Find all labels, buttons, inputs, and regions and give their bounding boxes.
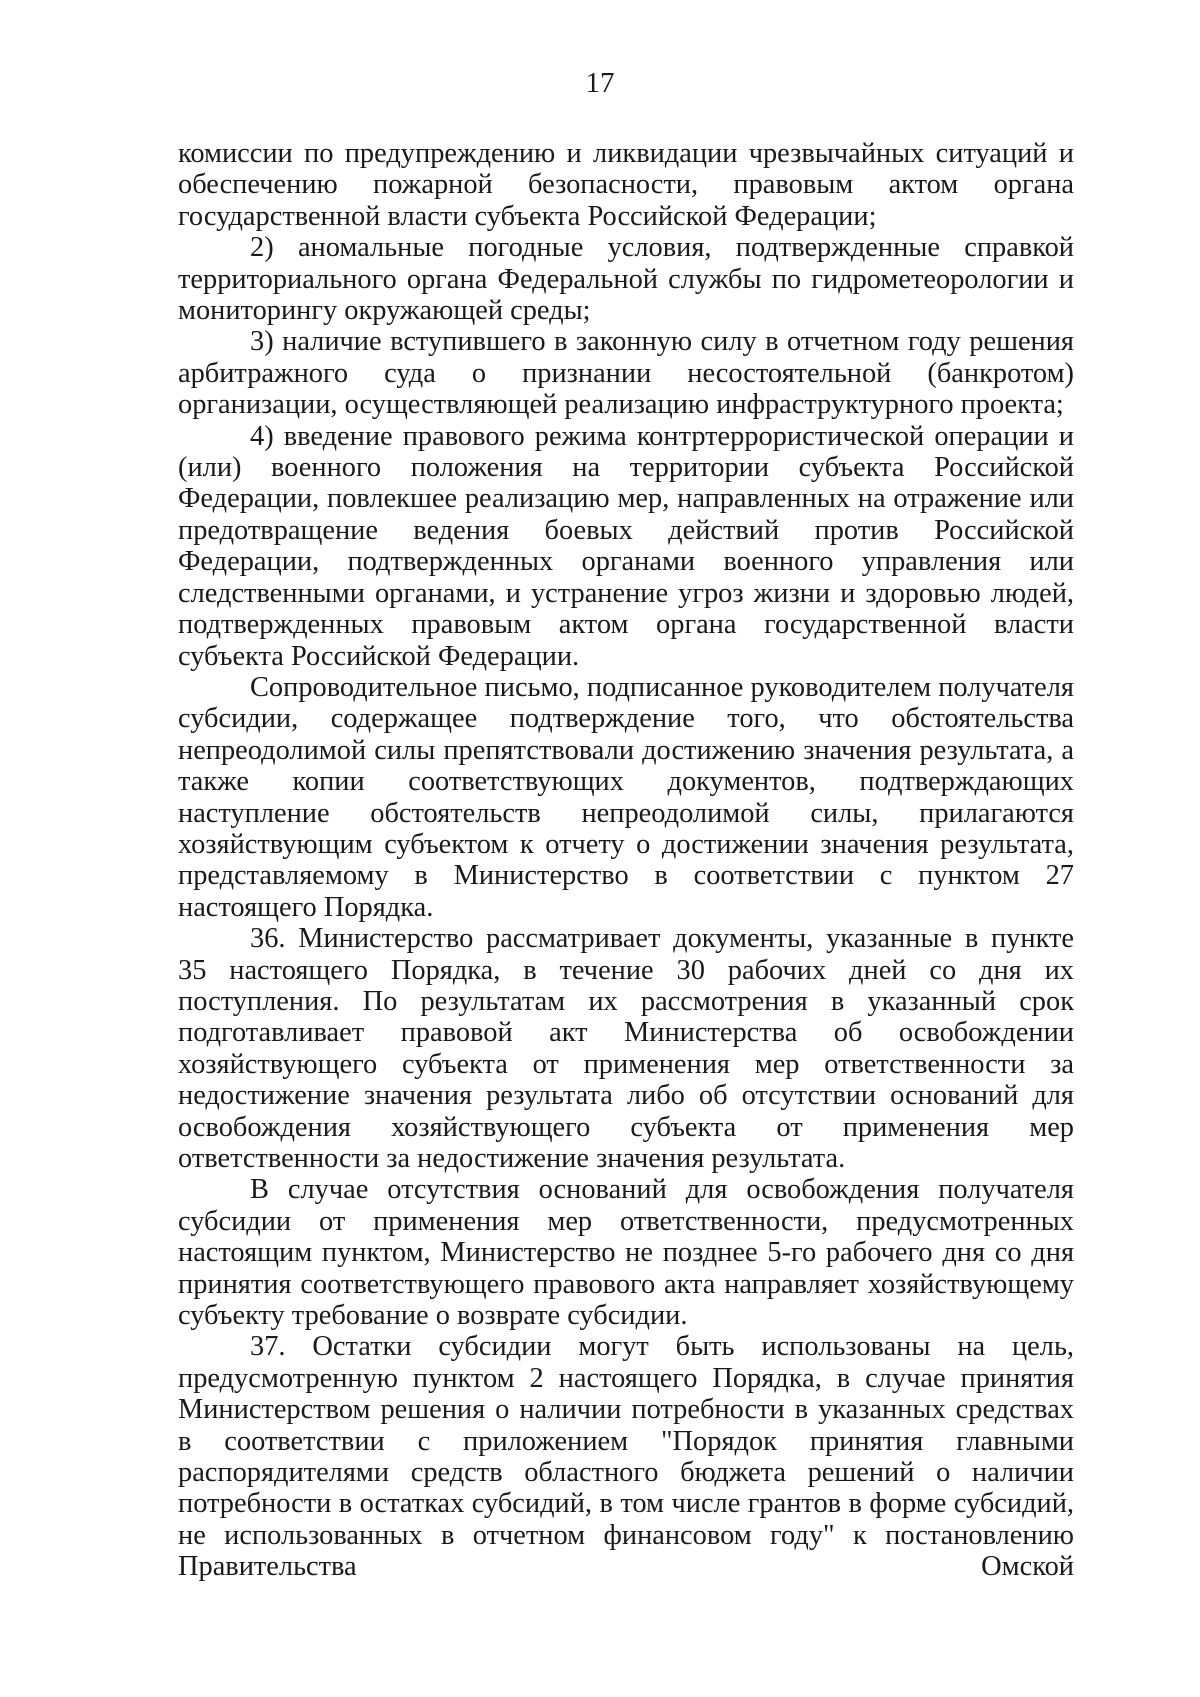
paragraph-item-3: 3) наличие вступившего в законную силу в отчетном году решения арбитражного суда о признании несостоятельной (банкротом) организации, осуществляющей реализацию инфраструктурного проекта; bbox=[178, 326, 1074, 421]
paragraph-cover-letter: Сопроводительное письмо, подписанное руководителем получателя субсидии, содержащее подтверждение того, что обстоятельства непреодолимой силы препятствовали достижению значения результата, а также копии соответствующих документов, подтверждающих наступление обстоятельств непреодолимой силы, прилагаются хозяйствующим субъектом к отчету о достижении значения результата, представляемому в Министерство в соответствии с пунктом 27 настоящего Порядка. bbox=[178, 671, 1074, 923]
paragraph-clause-37: 37. Остатки субсидии могут быть использованы на цель, предусмотренную пунктом 2 настоящего Порядка, в случае принятия Министерством решения о наличии потребности в указанных средствах в соответствии с приложением "Порядок принятия главными распорядителями средств областного бюджета решений о наличии потребности в остатках субсидий, в том числе грантов в форме субсидий, не использованных в отчетном финансовом году" к постановлению Правительства Омской bbox=[178, 1331, 1074, 1583]
document-body bbox=[178, 138, 1074, 1583]
page-number: 17 bbox=[585, 67, 615, 99]
paragraph-continuation: комиссии по предупреждению и ликвидации чрезвычайных ситуаций и обеспечению пожарной безопасности, правовым актом органа государственной власти субъекта Российской Федерации; bbox=[178, 138, 1074, 232]
paragraph-refund-requirement: В случае отсутствия оснований для освобождения получателя субсидии от применения мер ответственности, предусмотренных настоящим пунктом, Министерство не позднее 5-го рабочего дня со дня принятия соответствующего правового акта направляет хозяйствующему субъекту требование о возврате субсидии. bbox=[178, 1174, 1074, 1332]
paragraph-clause-36: 36. Министерство рассматривает документы, указанные в пункте 35 настоящего Порядка, в течение 30 рабочих дней со дня их поступления. По результатам их рассмотрения в указанный срок подготавливает правовой акт Министерства об освобождении хозяйствующего субъекта от применения мер ответственности за недостижение значения результата либо об отсутствии оснований для освобождения хозяйствующего субъекта от применения мер ответственности за недостижение значения результата. bbox=[178, 923, 1074, 1174]
paragraph-item-4: 4) введение правового режима контртеррористической операции и (или) военного положения на территории субъекта Российской Федерации, повлекшее реализацию мер, направленных на отражение или предотвращение ведения боевых действий против Российской Федерации, подтвержденных органами военного управления или следственными органами, и устранение угроз жизни и здоровью людей, подтвержденных правовым актом органа государственной власти субъекта Российской Федерации. bbox=[178, 420, 1074, 672]
paragraph-item-2: 2) аномальные погодные условия, подтвержденные справкой территориального органа Федеральной службы по гидрометеорологии и мониторингу окружающей среды; bbox=[178, 232, 1074, 327]
